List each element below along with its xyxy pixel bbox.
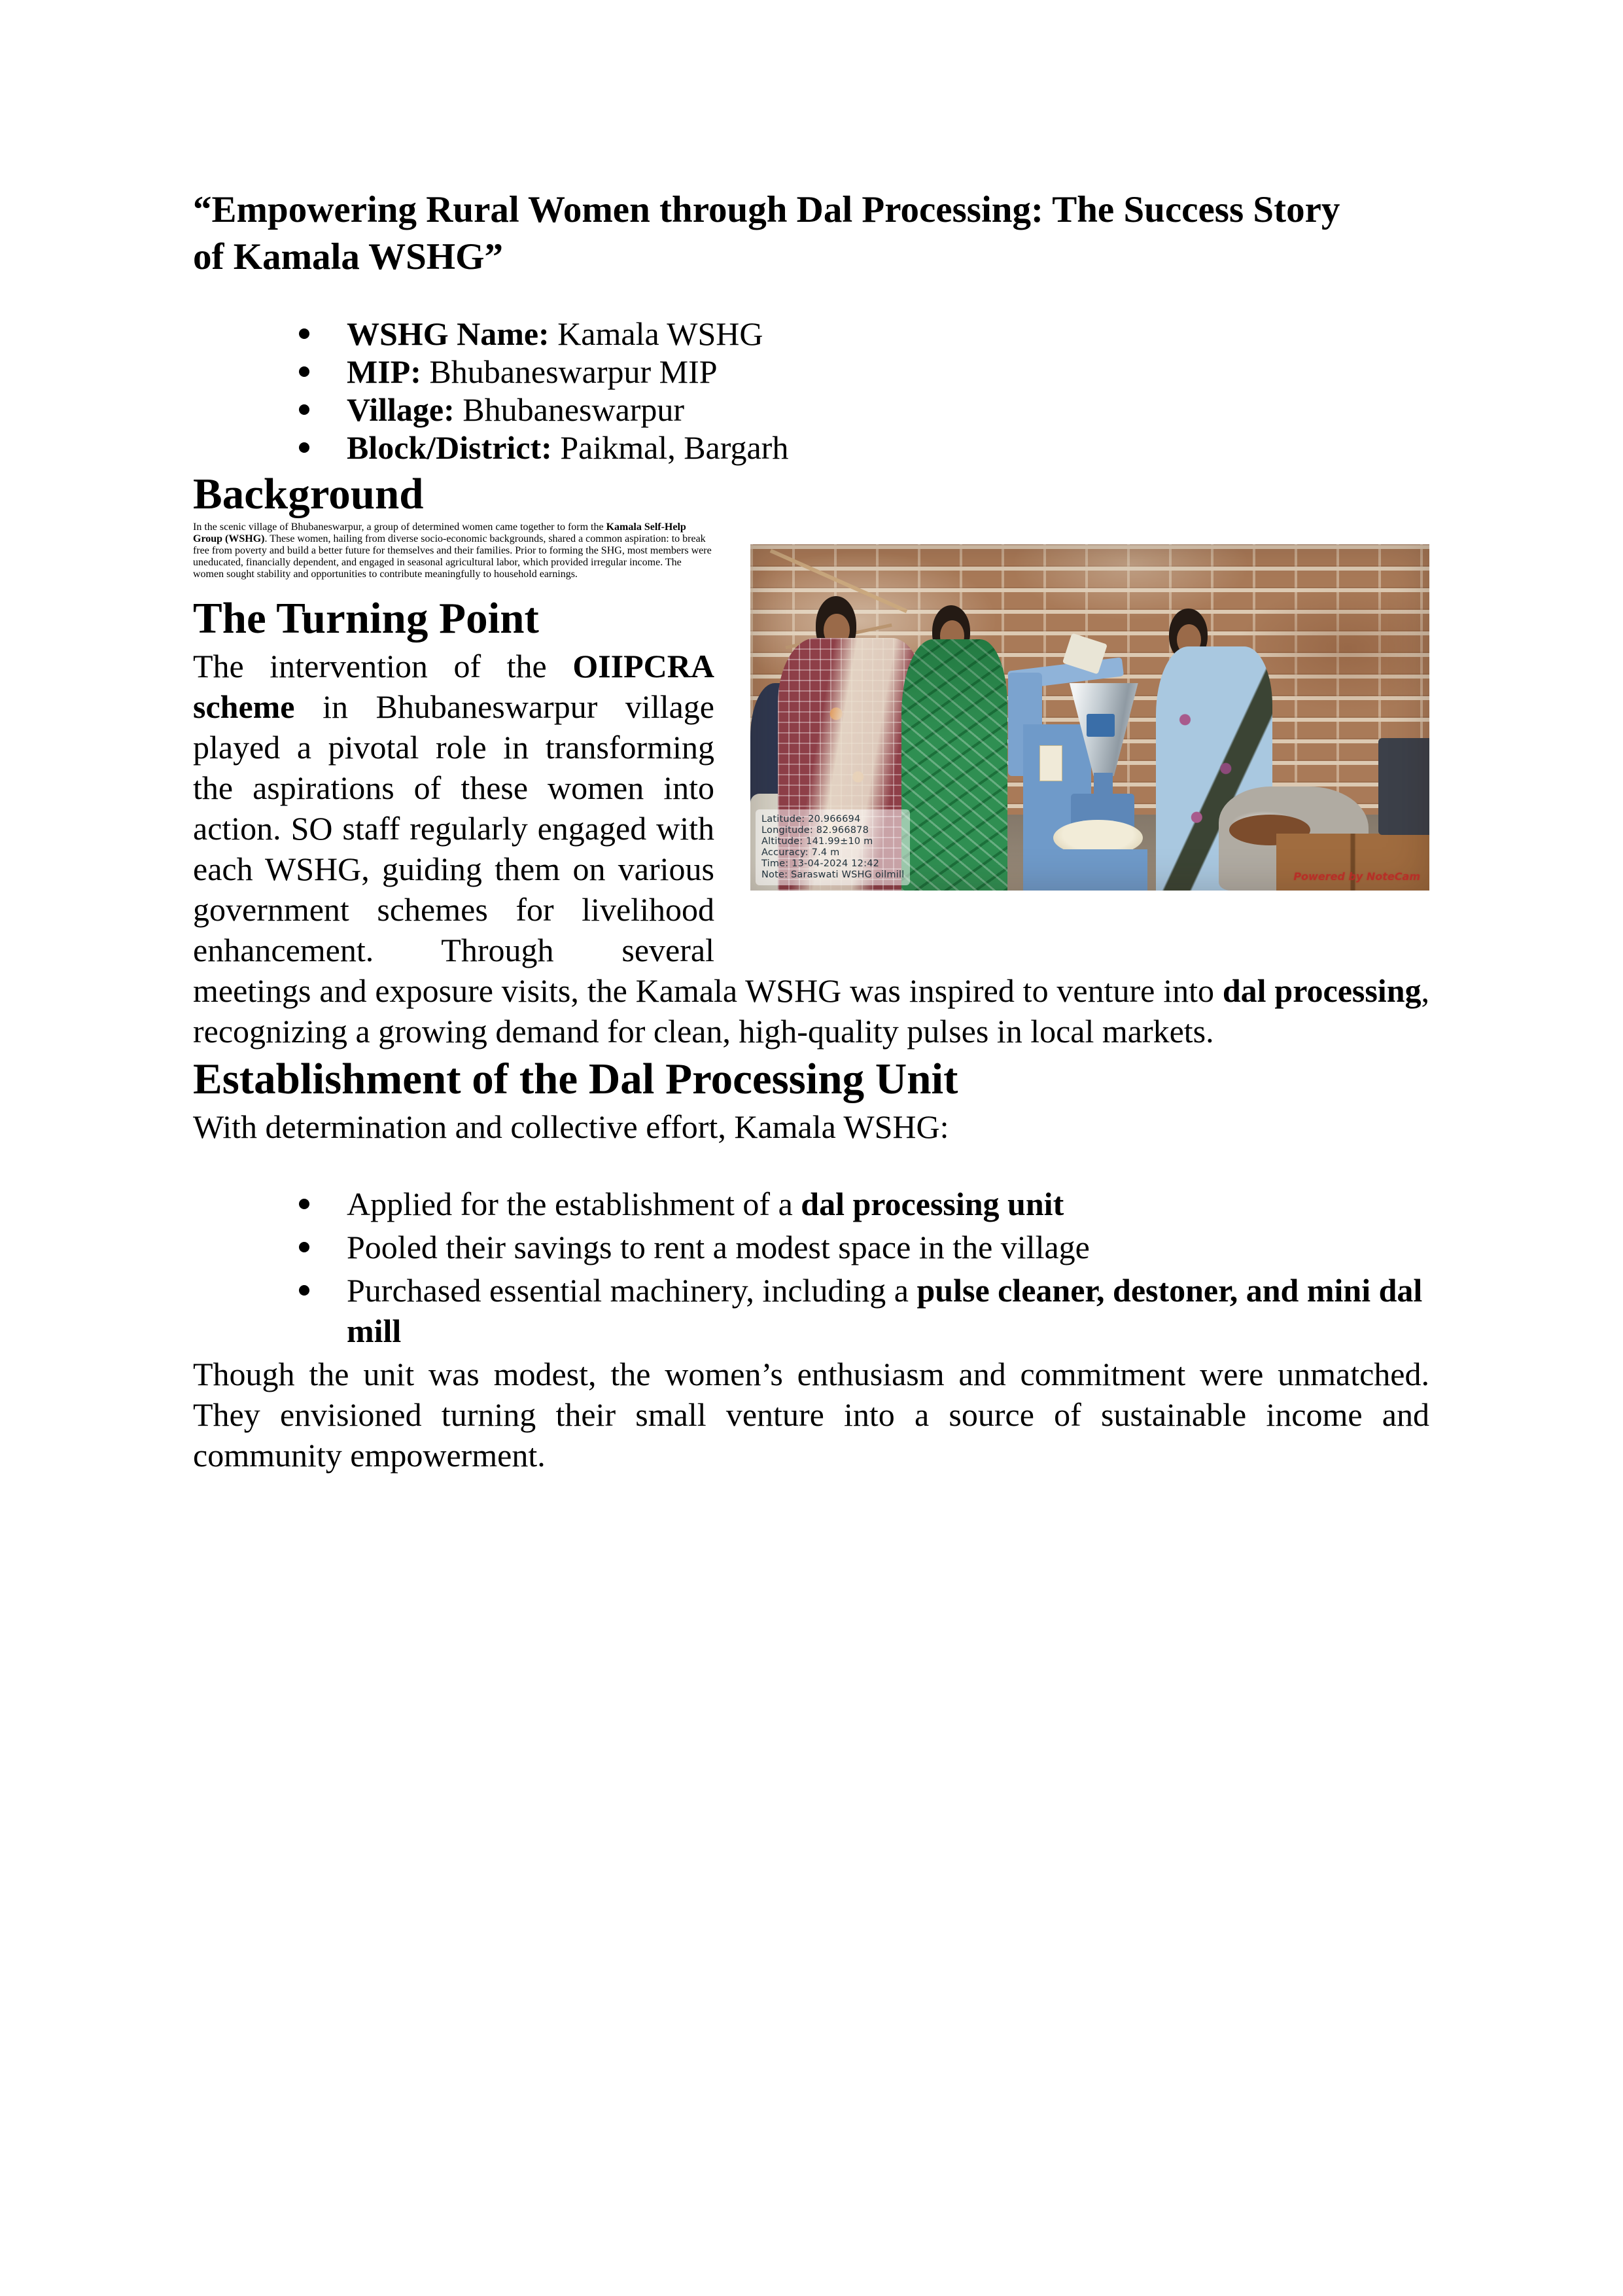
establishment-item-pooled xyxy=(193,1227,1429,1267)
establishment-item-purchased xyxy=(193,1270,1429,1351)
gps-longitude: Longitude: 82.966878 xyxy=(761,825,869,836)
photo-dal-unit xyxy=(750,544,1429,891)
info-item-village xyxy=(193,391,1429,429)
bullet-dot-icon xyxy=(299,442,309,453)
establishment-intro: With determination and collective effort, Kamala WSHG: xyxy=(193,1108,949,1145)
gps-latitude: Latitude: 20.966694 xyxy=(761,814,861,824)
info-item-label: MIP: xyxy=(347,353,421,390)
gps-altitude: Altitude: 141.99±10 m xyxy=(761,836,873,847)
list-item-text: Pooled their savings to rent a modest space in the village xyxy=(347,1229,1090,1265)
gps-time: Time: 13-04-2024 12:42 xyxy=(761,858,880,869)
info-item-value: Bhubaneswarpur xyxy=(454,391,685,428)
info-list xyxy=(193,315,1429,467)
heading-background: Background xyxy=(193,470,424,518)
bullet-dot-icon xyxy=(299,1199,309,1209)
gps-overlay xyxy=(756,809,910,885)
info-item-wshg-name xyxy=(193,315,1429,353)
background-paragraph-text: In the scenic village of Bhubaneswarpur, a group of determined women came together to form the Kamala Self-Help Group (WSHG). These women, hailing from diverse socio-economic backgrounds, shared a common aspiration: to break free from poverty and build a better future for themselves and their families. Prior to forming the SHG, most members were uneducated, financially dependent, and engaged in seasonal agricultural labor, which provided irregular income. The women sought stability and opportunities to contribute meaningfully to household earnings. xyxy=(193,521,712,580)
info-item-label: WSHG Name: xyxy=(347,315,550,352)
info-item-value: Kamala WSHG xyxy=(549,315,763,352)
establishment-list xyxy=(193,1184,1429,1351)
info-item-value: Bhubaneswarpur MIP xyxy=(421,353,718,390)
heading-turning-point: The Turning Point xyxy=(193,594,539,643)
heading-establishment: Establishment of the Dal Processing Unit xyxy=(193,1055,958,1103)
establishment-item-applied xyxy=(193,1184,1429,1224)
info-item-value: Paikmal, Bargarh xyxy=(551,429,789,466)
bullet-dot-icon xyxy=(299,1285,309,1296)
bullet-dot-icon xyxy=(299,366,309,377)
gps-accuracy: Accuracy: 7.4 m xyxy=(761,847,840,858)
bullet-dot-icon xyxy=(299,404,309,415)
info-item-label: Village: xyxy=(347,391,455,428)
turning-point-paragraph: The intervention of the OIIPCRA scheme in Bhubaneswarpur village played a pivotal role in transforming the aspirations of these women into action. SO staff regularly engaged with each WSHG, guiding them on various government schemes for livelihood enhancement. Through several meetings and exposure visits, the Kamala WSHG was inspired to venture into dal processing, recognizing a growing demand for clean, high-quality pulses in local markets. xyxy=(193,648,1430,1050)
gps-note: Note: Saraswati WSHG oilmill xyxy=(761,870,904,880)
list-item-text: Applied for the establishment of a dal processing unit xyxy=(347,1186,1064,1222)
document-title: “Empowering Rural Women through Dal Processing: The Success Story of Kamala WSHG” xyxy=(193,189,1340,277)
info-item-block-district xyxy=(193,429,1429,467)
info-item-mip xyxy=(193,353,1429,391)
closing-paragraph: Though the unit was modest, the women’s enthusiasm and commitment were unmatched. They envisioned turning their small venture into a source of sustainable income and community empowerment. xyxy=(193,1356,1429,1474)
bullet-dot-icon xyxy=(299,328,309,339)
bullet-dot-icon xyxy=(299,1242,309,1252)
list-item-text: Purchased essential machinery, including a pulse cleaner, destoner, and mini dal mill xyxy=(347,1272,1423,1349)
info-item-label: Block/District: xyxy=(347,429,552,466)
photo-watermark: Powered by NoteCam xyxy=(1293,870,1420,883)
